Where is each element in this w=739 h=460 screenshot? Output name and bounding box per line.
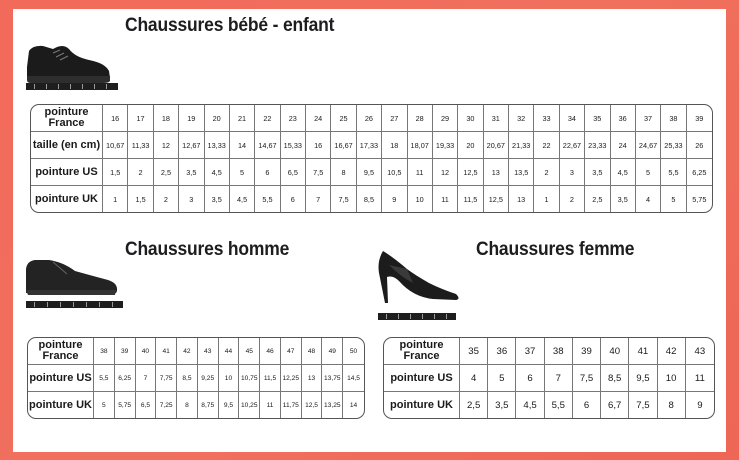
size-cell: 19 xyxy=(179,105,204,132)
size-cell: 20,67 xyxy=(484,132,509,159)
size-cell: 8,5 xyxy=(601,365,629,392)
size-cell: 11,5 xyxy=(458,186,483,212)
size-cell: 10,25 xyxy=(239,392,260,418)
size-cell: 8,75 xyxy=(198,392,219,418)
size-cell: 3 xyxy=(560,159,585,186)
size-cell: 21 xyxy=(230,105,255,132)
kids-section-title: Chaussures bébé - enfant xyxy=(125,15,335,36)
size-cell: 41 xyxy=(629,338,657,365)
size-cell: 3,5 xyxy=(585,159,610,186)
size-cell: 7,5 xyxy=(331,186,356,212)
size-cell: 33 xyxy=(534,105,559,132)
size-cell: 8 xyxy=(177,392,198,418)
men-size-table xyxy=(27,337,365,419)
size-cell: 20 xyxy=(458,132,483,159)
size-cell: 9,5 xyxy=(357,159,382,186)
size-cell: 18 xyxy=(382,132,407,159)
size-cell: 8 xyxy=(331,159,356,186)
size-cell: 3,5 xyxy=(179,159,204,186)
size-cell: 13,5 xyxy=(509,159,534,186)
size-cell: 26 xyxy=(357,105,382,132)
size-cell: 4,5 xyxy=(230,186,255,212)
size-cell: 39 xyxy=(115,338,136,365)
size-cell: 2 xyxy=(128,159,153,186)
size-cell: 12 xyxy=(433,159,458,186)
size-cell: 37 xyxy=(516,338,544,365)
size-cell: 3 xyxy=(179,186,204,212)
size-cell: 8,5 xyxy=(177,365,198,392)
size-cell: 7 xyxy=(136,365,157,392)
men-row xyxy=(28,392,364,418)
size-cell: 5,75 xyxy=(115,392,136,418)
size-cell: 40 xyxy=(601,338,629,365)
size-cell: 8 xyxy=(658,392,686,418)
size-cell: 12 xyxy=(154,132,179,159)
kids-row xyxy=(31,159,712,186)
size-cell: 45 xyxy=(239,338,260,365)
size-cell: 5 xyxy=(661,186,686,212)
kids-row xyxy=(31,105,712,132)
size-cell: 40 xyxy=(136,338,157,365)
size-cell: 4,5 xyxy=(611,159,636,186)
women-row xyxy=(384,392,714,418)
size-cell: 2,5 xyxy=(460,392,488,418)
size-cell: 9,5 xyxy=(629,365,657,392)
size-cell: 46 xyxy=(260,338,281,365)
size-cell: 5 xyxy=(488,365,516,392)
row-label: taille (en cm) xyxy=(31,132,103,159)
size-cell: 3,5 xyxy=(205,186,230,212)
size-cell: 39 xyxy=(573,338,601,365)
size-cell: 22 xyxy=(534,132,559,159)
kids-ruler xyxy=(26,83,118,90)
size-cell: 11 xyxy=(433,186,458,212)
size-cell: 6,25 xyxy=(687,159,712,186)
size-cell: 13,33 xyxy=(205,132,230,159)
size-cell: 17 xyxy=(128,105,153,132)
size-cell: 14,5 xyxy=(343,365,364,392)
size-cell: 24 xyxy=(611,132,636,159)
size-cell: 3,5 xyxy=(488,392,516,418)
women-ruler xyxy=(378,313,456,320)
size-cell: 4,5 xyxy=(516,392,544,418)
size-cell: 6 xyxy=(255,159,280,186)
size-cell: 1,5 xyxy=(103,159,128,186)
size-cell: 10,75 xyxy=(239,365,260,392)
size-cell: 12,5 xyxy=(458,159,483,186)
women-row xyxy=(384,365,714,392)
kids-row xyxy=(31,186,712,212)
size-cell: 17,33 xyxy=(357,132,382,159)
size-cell: 38 xyxy=(94,338,115,365)
size-cell: 7 xyxy=(545,365,573,392)
kids-row xyxy=(31,132,712,159)
size-cell: 35 xyxy=(585,105,610,132)
size-cell: 25 xyxy=(331,105,356,132)
row-label: pointure US xyxy=(31,159,103,186)
size-cell: 10 xyxy=(658,365,686,392)
size-cell: 1 xyxy=(103,186,128,212)
size-cell: 20 xyxy=(205,105,230,132)
size-cell: 32 xyxy=(509,105,534,132)
size-cell: 7,5 xyxy=(306,159,331,186)
size-cell: 9,25 xyxy=(198,365,219,392)
women-size-table xyxy=(383,337,715,419)
size-cell: 34 xyxy=(560,105,585,132)
size-cell: 1 xyxy=(534,186,559,212)
size-cell: 7,5 xyxy=(573,365,601,392)
size-cell: 31 xyxy=(484,105,509,132)
women-row xyxy=(384,338,714,365)
size-cell: 11 xyxy=(686,365,714,392)
size-cell: 16,67 xyxy=(331,132,356,159)
size-cell: 7,25 xyxy=(156,392,177,418)
size-cell: 21,33 xyxy=(509,132,534,159)
size-cell: 7,75 xyxy=(156,365,177,392)
size-cell: 10 xyxy=(408,186,433,212)
size-cell: 5,5 xyxy=(545,392,573,418)
size-cell: 50 xyxy=(343,338,364,365)
size-cell: 7 xyxy=(306,186,331,212)
size-cell: 26 xyxy=(687,132,712,159)
size-cell: 4,5 xyxy=(205,159,230,186)
size-cell: 38 xyxy=(545,338,573,365)
size-cell: 13,75 xyxy=(322,365,343,392)
size-cell: 30 xyxy=(458,105,483,132)
kids-size-table xyxy=(30,104,713,213)
size-cell: 6,7 xyxy=(601,392,629,418)
men-ruler xyxy=(26,301,123,308)
women-section-title: Chaussures femme xyxy=(476,239,635,260)
size-cell: 22,67 xyxy=(560,132,585,159)
size-cell: 12,5 xyxy=(484,186,509,212)
size-cell: 29 xyxy=(433,105,458,132)
size-cell: 28 xyxy=(408,105,433,132)
size-cell: 11,75 xyxy=(281,392,302,418)
size-cell: 25,33 xyxy=(661,132,686,159)
size-cell: 13 xyxy=(302,365,323,392)
size-cell: 9 xyxy=(382,186,407,212)
size-cell: 5,5 xyxy=(94,365,115,392)
size-cell: 10,67 xyxy=(103,132,128,159)
size-cell: 47 xyxy=(281,338,302,365)
size-cell: 41 xyxy=(156,338,177,365)
size-cell: 6,25 xyxy=(115,365,136,392)
size-cell: 35 xyxy=(460,338,488,365)
size-cell: 11,33 xyxy=(128,132,153,159)
size-cell: 36 xyxy=(611,105,636,132)
size-cell: 5 xyxy=(230,159,255,186)
row-label: pointure UK xyxy=(384,392,460,418)
size-cell: 6 xyxy=(516,365,544,392)
size-cell: 11 xyxy=(260,392,281,418)
size-cell: 6 xyxy=(281,186,306,212)
size-cell: 38 xyxy=(661,105,686,132)
size-cell: 24 xyxy=(306,105,331,132)
size-cell: 27 xyxy=(382,105,407,132)
size-cell: 14,67 xyxy=(255,132,280,159)
size-cell: 42 xyxy=(658,338,686,365)
size-cell: 10 xyxy=(219,365,240,392)
row-label: pointure UK xyxy=(28,392,94,418)
size-cell: 10,5 xyxy=(382,159,407,186)
size-cell: 4 xyxy=(636,186,661,212)
size-cell: 23 xyxy=(281,105,306,132)
size-cell: 3,5 xyxy=(611,186,636,212)
row-label: pointure US xyxy=(384,365,460,392)
row-label: pointure UK xyxy=(31,186,103,212)
men-section-title: Chaussures homme xyxy=(125,239,290,260)
size-cell: 9 xyxy=(697,399,703,411)
size-cell: 37 xyxy=(636,105,661,132)
size-cell: 43 xyxy=(686,338,714,365)
size-cell: 15,33 xyxy=(281,132,306,159)
men-dress-shoe-icon xyxy=(23,249,121,301)
size-cell: 12,5 xyxy=(302,392,323,418)
size-cell: 12,67 xyxy=(179,132,204,159)
size-cell: 5 xyxy=(94,392,115,418)
size-cell: 23,33 xyxy=(585,132,610,159)
size-cell: 14 xyxy=(349,401,358,409)
men-row xyxy=(28,338,364,365)
size-cell: 18,07 xyxy=(408,132,433,159)
size-cell: 2 xyxy=(154,186,179,212)
size-cell: 13 xyxy=(509,186,534,212)
size-cell: 18 xyxy=(154,105,179,132)
size-cell: 19,33 xyxy=(433,132,458,159)
size-cell: 44 xyxy=(219,338,240,365)
size-cell: 16 xyxy=(103,105,128,132)
size-cell: 5,5 xyxy=(661,159,686,186)
size-cell: 49 xyxy=(322,338,343,365)
size-cell: 14 xyxy=(230,132,255,159)
size-cell: 5,75 xyxy=(692,194,707,204)
size-cell: 5,5 xyxy=(255,186,280,212)
size-cell: 2 xyxy=(560,186,585,212)
size-cell: 2,5 xyxy=(154,159,179,186)
size-cell: 13,25 xyxy=(322,392,343,418)
size-cell: 5 xyxy=(636,159,661,186)
size-cell: 8,5 xyxy=(357,186,382,212)
row-label: pointure France xyxy=(28,338,94,365)
size-chart-card xyxy=(13,9,726,452)
size-cell: 6 xyxy=(573,392,601,418)
row-label: pointure France xyxy=(31,105,103,132)
size-cell: 48 xyxy=(302,338,323,365)
size-cell: 9,5 xyxy=(219,392,240,418)
size-cell: 12,25 xyxy=(281,365,302,392)
size-cell: 42 xyxy=(177,338,198,365)
men-row xyxy=(28,365,364,392)
size-cell: 13 xyxy=(484,159,509,186)
high-heel-shoe-icon xyxy=(371,247,463,309)
size-cell: 39 xyxy=(687,105,712,132)
size-cell: 16 xyxy=(306,132,331,159)
size-cell: 11 xyxy=(408,159,433,186)
size-cell: 11,5 xyxy=(260,365,281,392)
row-label: pointure US xyxy=(28,365,94,392)
size-cell: 2 xyxy=(534,159,559,186)
size-cell: 24,67 xyxy=(636,132,661,159)
size-cell: 2,5 xyxy=(585,186,610,212)
row-label: pointure France xyxy=(384,338,460,365)
sneaker-icon xyxy=(23,29,115,91)
size-cell: 6,5 xyxy=(281,159,306,186)
size-cell: 43 xyxy=(198,338,219,365)
size-cell: 7,5 xyxy=(629,392,657,418)
size-cell: 6,5 xyxy=(136,392,157,418)
size-cell: 1,5 xyxy=(128,186,153,212)
size-cell: 36 xyxy=(488,338,516,365)
size-cell: 4 xyxy=(460,365,488,392)
size-cell: 22 xyxy=(255,105,280,132)
